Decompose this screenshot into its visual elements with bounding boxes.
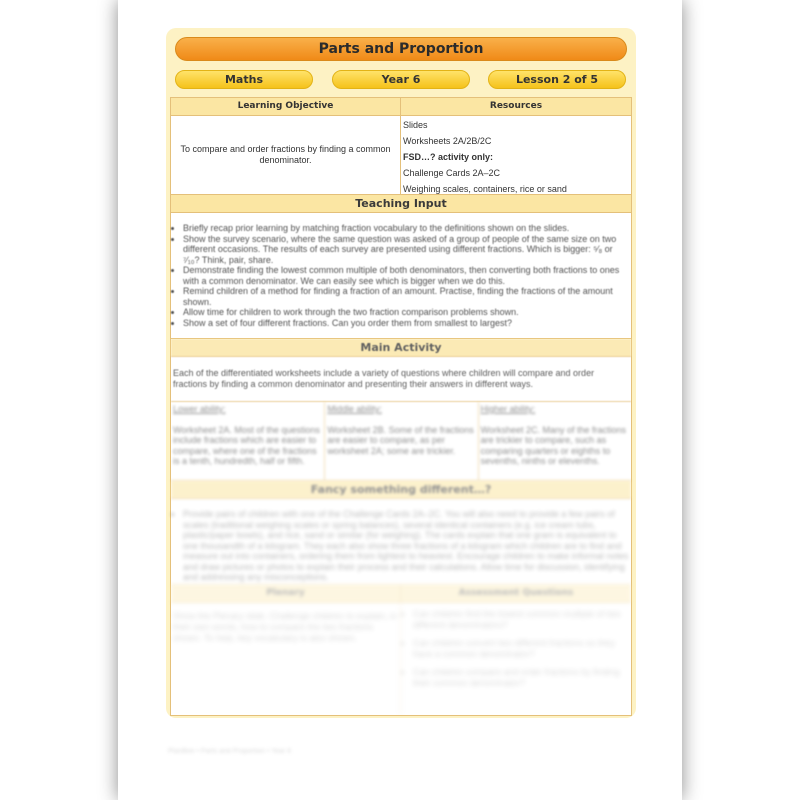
list-item: • Allow time for children to work through the two fraction comparison problems shown. — [183, 307, 629, 318]
list-item: • Show the survey scenario, where the same question was asked of a group of people of the same size on two different occasions. The results of each survey are presented using different fractions. Which is bigger: ⁵⁄₈ or ⁷⁄₁₀? Think, pair, share. — [183, 234, 629, 266]
list-item: • Demonstrate finding the lowest common multiple of both denominators, then converting both fractions to ones with a common denominator. We can easily see which is bigger when we do this. — [183, 265, 629, 286]
lesson-badge: Lesson 2 of 5 — [488, 70, 626, 89]
main-activity-heading: Main Activity — [171, 339, 631, 357]
middle-ability-cell — [324, 402, 477, 480]
list-item: • Remind children of a method for finding a fraction of an amount. Practise, finding the fractions of the amount shown. — [183, 286, 629, 307]
middle-ability-label: Middle ability: — [327, 404, 382, 414]
fancy-heading: Fancy something different…? — [171, 481, 631, 499]
resource-item: Worksheets 2A/2B/2C — [403, 136, 492, 146]
resources-heading: Resources — [401, 98, 631, 115]
resources-list — [401, 116, 631, 194]
higher-ability-text: Worksheet 2C. Many of the fractions are trickier to compare, such as comparing quarters or eighths to sevenths, ninths or elevenths. — [480, 424, 627, 466]
resource-item: Challenge Cards 2A–2C — [403, 168, 501, 178]
list-item: • Can children find the lowest common multiple of two different denominators? — [413, 609, 629, 630]
lesson-title: Parts and Proportion — [175, 37, 627, 61]
assessment-heading: Assessment Questions — [401, 585, 631, 602]
teaching-list — [171, 223, 631, 338]
main-activity-intro: Each of the differentiated worksheets include a variety of questions where children will compare and order fractions by finding a common denominator and presenting their answers in different ways. — [173, 368, 595, 389]
fancy-list — [171, 509, 631, 584]
year-badge: Year 6 — [332, 70, 470, 89]
lower-ability-cell — [171, 402, 324, 480]
differentiation-row — [171, 402, 631, 481]
lesson-plan-table — [170, 97, 632, 716]
plenary-assessment-header — [171, 585, 631, 603]
list-item: • Show a set of four different fractions. Can you order them from smallest to largest? — [183, 318, 629, 329]
resource-item: Slides — [403, 120, 428, 130]
objective-heading: Learning Objective — [171, 98, 401, 115]
document-page — [118, 0, 682, 800]
plenary-assessment-row — [171, 603, 631, 715]
resource-item: FSD…? activity only: — [403, 152, 494, 162]
objective-text: To compare and order fractions by finding a common denominator. — [171, 116, 401, 194]
higher-ability-label: Higher ability: — [480, 404, 536, 414]
teaching-section — [171, 213, 631, 339]
list-item: • Briefly recap prior learning by matching fraction vocabulary to the definitions shown on the slides. — [183, 223, 629, 234]
list-item: • Can children convert two different fractions so they have a common denominator? — [413, 638, 629, 659]
middle-ability-text: Worksheet 2B. Some of the fractions are easier to compare, as per worksheet 2A; some are trickier. — [327, 424, 474, 456]
assessment-list — [401, 609, 631, 688]
list-item: • Can children compare and order fractions by finding their common denominator? — [413, 667, 629, 688]
plenary-text: Show the Plenary slide. Challenge children to explain, in their own words, how to compare the two fractions shown. To help, key vocabulary is also shown. — [171, 603, 401, 715]
assessment-cell — [401, 603, 631, 715]
lesson-plan-card — [166, 28, 636, 718]
lower-ability-text: Worksheet 2A. Most of the questions include fractions which are easier to compare, where one of the fractions is a tenth, hundredth, half or fifth. — [173, 424, 320, 466]
teaching-heading: Teaching Input — [171, 195, 631, 213]
main-activity-intro-row — [171, 357, 631, 402]
page-footer: PlanBee • Parts and Proportion • Year 6 — [168, 748, 292, 755]
lower-ability-label: Lower ability: — [173, 404, 226, 414]
resource-item: Weighing scales, containers, rice or sand — [403, 184, 567, 194]
subject-badge: Maths — [175, 70, 313, 89]
higher-ability-cell — [478, 402, 631, 480]
fancy-section — [171, 499, 631, 585]
list-item: • Provide pairs of children with one of the Challenge Cards 2A–2C. You will also need to provide a few pairs of scales (traditional weighing scales or spring balances), several identical containers (e.g. ice cream tubs, plastic/paper bowls), and rice, sand or similar (for weighing). The cards explain that one gram is equivalent to one thousandth of a kilogram. They each also show three fractions of a kilogram which children are to find and measure out into containers, ordering them from lightest to heaviest. Encourage children to make informal notes and draw pictures or photos to explain their process and their calculations. Allow time for discussion, identifying and addressing any misconceptions. — [183, 509, 629, 583]
plenary-heading: Plenary — [171, 585, 401, 602]
